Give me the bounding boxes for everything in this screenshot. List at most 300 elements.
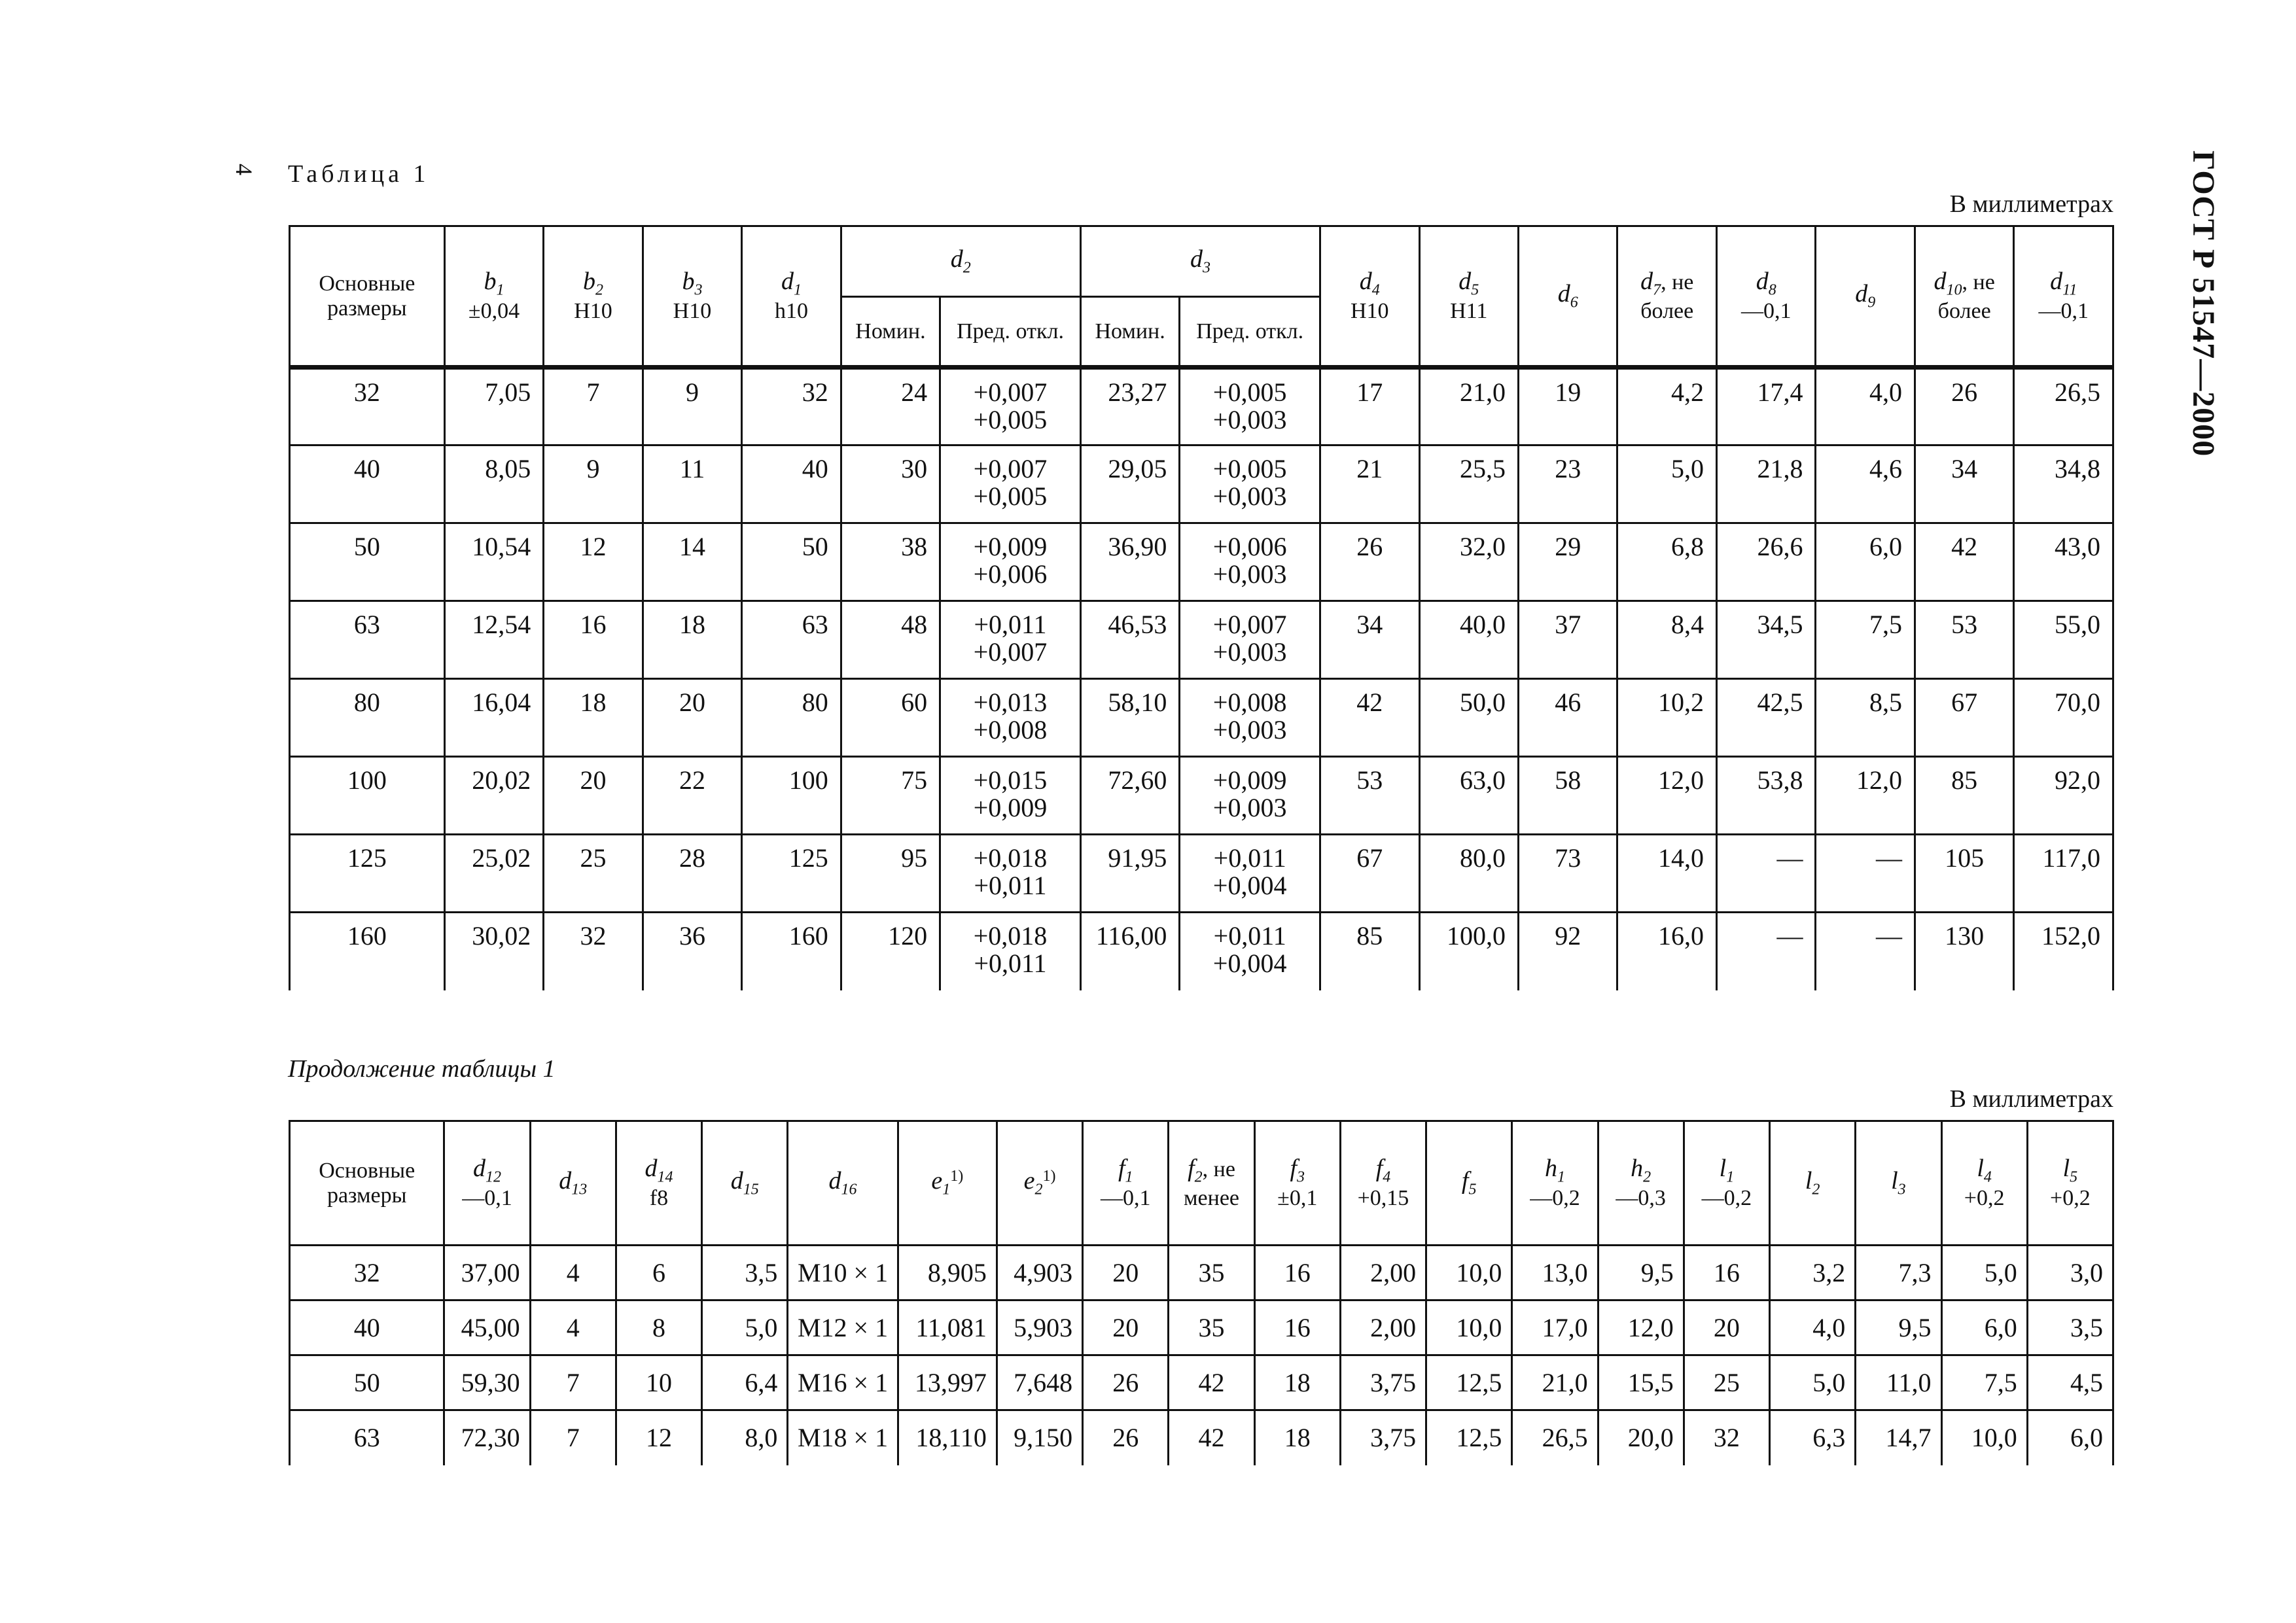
table-cell: 34	[1915, 445, 2013, 523]
table-cell: 63,0	[1419, 757, 1518, 835]
table-cell: 20,02	[444, 757, 543, 835]
table-cell: 37	[1519, 601, 1617, 679]
cell-d2-deviation	[940, 835, 1081, 913]
table-cell: 19	[1519, 368, 1617, 445]
table-cell: 17	[1320, 368, 1419, 445]
table-cell: 16,0	[1617, 913, 1716, 990]
table-cell: 34,5	[1716, 601, 1815, 679]
table-cell: 50,0	[1419, 679, 1518, 757]
table-cell: 16,04	[444, 679, 543, 757]
cell-d2-deviation	[940, 368, 1081, 445]
col-header-d10: $d_{10}$, не более	[1915, 226, 2013, 368]
table-cell: 80	[742, 679, 841, 757]
table-cell: 20	[544, 757, 643, 835]
table-cell: M16 × 1	[788, 1355, 898, 1410]
table-cell: 30	[841, 445, 940, 523]
table-cell: 20	[1083, 1300, 1169, 1355]
table-cell: 50	[290, 523, 445, 601]
table-cell: 67	[1320, 835, 1419, 913]
lower-deviation: +0,003	[1212, 637, 1287, 667]
table-cell: 9,150	[997, 1410, 1082, 1465]
table-cell: 26	[1320, 523, 1419, 601]
table-cell: 73	[1519, 835, 1617, 913]
col-header-f5: $f_5$	[1426, 1121, 1512, 1246]
upper-deviation: +0,006	[1212, 532, 1287, 561]
col-header-d12: $d_{12}$ —0,1	[444, 1121, 530, 1246]
lower-deviation: +0,005	[973, 481, 1048, 511]
table-cell: 16	[1684, 1246, 1769, 1300]
table-cell: 6,0	[1941, 1300, 2027, 1355]
table-cell: 14,0	[1617, 835, 1716, 913]
standard-designation: ГОСТ Р 51547—2000	[2186, 150, 2221, 457]
col-header-l4: $l_4$ +0,2	[1941, 1121, 2027, 1246]
col-header-h2: $h_2$ —0,3	[1598, 1121, 1684, 1246]
table-cell: 12,0	[1816, 757, 1915, 835]
lower-deviation: +0,011	[974, 949, 1047, 978]
table-cell: 13,0	[1512, 1246, 1598, 1300]
table-cell: 5,903	[997, 1300, 1082, 1355]
col-header-f1: $f_1$ —0,1	[1083, 1121, 1169, 1246]
table-cell: 17,4	[1716, 368, 1815, 445]
table-cell: 92	[1519, 913, 1617, 990]
lower-deviation: +0,003	[1212, 715, 1287, 744]
table-row	[290, 1355, 2113, 1410]
table-cell: 32	[544, 913, 643, 990]
lower-deviation: +0,003	[1212, 481, 1287, 511]
table-cell: 160	[290, 913, 445, 990]
table-cell: 7	[544, 368, 643, 445]
table-cell: 26,5	[1512, 1410, 1598, 1465]
table-cell: 9,5	[1598, 1246, 1684, 1300]
table-cell: 120	[841, 913, 940, 990]
col-header-h1: $h_1$ —0,2	[1512, 1121, 1598, 1246]
table-row	[290, 445, 2113, 523]
table-cell: 8,5	[1816, 679, 1915, 757]
table-cell: 100	[290, 757, 445, 835]
col-header-d3-nominal: Номин.	[1080, 297, 1179, 368]
table-cell: 7,648	[997, 1355, 1082, 1410]
col-header-l5: $l_5$ +0,2	[2027, 1121, 2113, 1246]
table-cell: 40	[290, 1300, 444, 1355]
table-cell: 4,903	[997, 1246, 1082, 1300]
table-cell: 28	[643, 835, 741, 913]
cell-d2-deviation	[940, 445, 1081, 523]
table-cell: 72,30	[444, 1410, 530, 1465]
table-cell: 3,75	[1340, 1355, 1426, 1410]
col-header-l1: $l_1$ —0,2	[1684, 1121, 1769, 1246]
table-cell: 21,8	[1716, 445, 1815, 523]
table-cell: 10,0	[1941, 1410, 2027, 1465]
col-header-l3: $l_3$	[1856, 1121, 1941, 1246]
table-cell: 80,0	[1419, 835, 1518, 913]
col-header-d11: $d_{11}$ —0,1	[2014, 226, 2113, 368]
table-cell: 42	[1169, 1355, 1254, 1410]
table-cell: 46	[1519, 679, 1617, 757]
table-cell: 42,5	[1716, 679, 1815, 757]
table1	[289, 225, 2114, 990]
col-header-d8: $d_8$ —0,1	[1716, 226, 1815, 368]
table-cell: 12,5	[1426, 1355, 1512, 1410]
col-header-d2-deviation: Пред. откл.	[940, 297, 1081, 368]
table-cell: 53,8	[1716, 757, 1815, 835]
table-row	[290, 368, 2113, 445]
lower-deviation: +0,007	[973, 637, 1048, 667]
table2-units: В миллиметрах	[1949, 1085, 2113, 1113]
col-header-d6: $d_6$	[1519, 226, 1617, 368]
table-cell: 32,0	[1419, 523, 1518, 601]
table-cell: 29	[1519, 523, 1617, 601]
table-cell: 25,5	[1419, 445, 1518, 523]
table-row	[290, 1246, 2113, 1300]
table-cell: 37,00	[444, 1246, 530, 1300]
table-cell: 152,0	[2014, 913, 2113, 990]
table-cell: 75	[841, 757, 940, 835]
upper-deviation: +0,008	[1212, 688, 1287, 717]
table-cell: 4,0	[1770, 1300, 1856, 1355]
table2	[289, 1120, 2114, 1465]
table-cell: M12 × 1	[788, 1300, 898, 1355]
table-cell: 32	[290, 368, 445, 445]
table-cell: 16	[1254, 1300, 1340, 1355]
table-cell: 160	[742, 913, 841, 990]
upper-deviation: +0,013	[973, 688, 1048, 717]
table-cell: 21,0	[1512, 1355, 1598, 1410]
col-header-d2: $d_2$	[841, 226, 1080, 297]
table-cell: 12	[544, 523, 643, 601]
table-cell: 125	[290, 835, 445, 913]
table-cell: 6,3	[1770, 1410, 1856, 1465]
lower-deviation: +0,009	[973, 793, 1048, 822]
table-cell: 100,0	[1419, 913, 1518, 990]
table-cell: 14	[643, 523, 741, 601]
table-cell: 58,10	[1080, 679, 1179, 757]
table-cell: 55,0	[2014, 601, 2113, 679]
lower-deviation: +0,011	[974, 871, 1047, 900]
table-cell: 10,0	[1426, 1246, 1512, 1300]
table-cell: 32	[290, 1246, 444, 1300]
upper-deviation: +0,005	[1212, 454, 1287, 483]
col-header-e2: $e_2^{1)}$	[997, 1121, 1082, 1246]
col-header-d1: $d_1$ h10	[742, 226, 841, 368]
table-cell: 7,5	[1816, 601, 1915, 679]
col-header-d7: $d_7$, не более	[1617, 226, 1716, 368]
table1-units: В миллиметрах	[1949, 190, 2113, 218]
table-cell: 8,905	[898, 1246, 997, 1300]
table-cell: 18,110	[898, 1410, 997, 1465]
table-cell: 7,05	[444, 368, 543, 445]
table-cell: 67	[1915, 679, 2013, 757]
col-header-f4: $f_4$ +0,15	[1340, 1121, 1426, 1246]
upper-deviation: +0,009	[973, 532, 1048, 561]
table-cell: 7	[530, 1410, 616, 1465]
table-cell: 10,2	[1617, 679, 1716, 757]
table-cell: 42	[1169, 1410, 1254, 1465]
lower-deviation: +0,008	[973, 715, 1048, 744]
table-cell: 25	[544, 835, 643, 913]
table-cell: 20,0	[1598, 1410, 1684, 1465]
table-cell: 10	[616, 1355, 701, 1410]
table-cell: 26	[1915, 368, 2013, 445]
table-cell: 18	[643, 601, 741, 679]
cell-d3-deviation	[1180, 913, 1320, 990]
table-cell: 116,00	[1080, 913, 1179, 990]
table-cell: 70,0	[2014, 679, 2113, 757]
table-row	[290, 757, 2113, 835]
col-header-d13: $d_{13}$	[530, 1121, 616, 1246]
table-cell: 85	[1915, 757, 2013, 835]
cell-d3-deviation	[1180, 835, 1320, 913]
lower-deviation: +0,004	[1212, 949, 1287, 978]
upper-deviation: +0,018	[973, 843, 1048, 873]
table-cell: 46,53	[1080, 601, 1179, 679]
table-cell: 9,5	[1856, 1300, 1941, 1355]
table-cell: 53	[1320, 757, 1419, 835]
cell-d3-deviation	[1180, 523, 1320, 601]
table-cell: 20	[1684, 1300, 1769, 1355]
table-cell: 4,2	[1617, 368, 1716, 445]
table-cell: 10,54	[444, 523, 543, 601]
table-cell: 17,0	[1512, 1300, 1598, 1355]
col-header-basic-sizes: Основные размеры	[290, 1121, 444, 1246]
table-row	[290, 1300, 2113, 1355]
table-row	[290, 601, 2113, 679]
col-header-basic-sizes: Основные размеры	[290, 226, 445, 368]
table-cell: 29,05	[1080, 445, 1179, 523]
table-row	[290, 913, 2113, 990]
table-cell: 63	[290, 1410, 444, 1465]
upper-deviation: +0,015	[973, 765, 1048, 795]
table-cell: 20	[1083, 1246, 1169, 1300]
table-cell: 4	[530, 1300, 616, 1355]
table-cell: 18	[544, 679, 643, 757]
cell-d3-deviation	[1180, 679, 1320, 757]
table-cell: 63	[290, 601, 445, 679]
lower-deviation: +0,004	[1212, 871, 1287, 900]
col-header-d3: $d_3$	[1080, 226, 1320, 297]
table-cell: 20	[643, 679, 741, 757]
table-cell: 13,997	[898, 1355, 997, 1410]
table-row	[290, 1410, 2113, 1465]
lower-deviation: +0,003	[1212, 793, 1287, 822]
table-cell: 30,02	[444, 913, 543, 990]
upper-deviation: +0,007	[973, 454, 1048, 483]
table-cell: 34	[1320, 601, 1419, 679]
table-cell: 3,0	[2027, 1246, 2113, 1300]
table-cell: 6,0	[2027, 1410, 2113, 1465]
table-cell: 50	[290, 1355, 444, 1410]
table-cell: 3,2	[1770, 1246, 1856, 1300]
table-cell: 2,00	[1340, 1300, 1426, 1355]
table-cell: 12,0	[1598, 1300, 1684, 1355]
table-cell: 11,081	[898, 1300, 997, 1355]
table-cell: 25,02	[444, 835, 543, 913]
table-cell: 12,54	[444, 601, 543, 679]
table-cell: 38	[841, 523, 940, 601]
table-cell: 53	[1915, 601, 2013, 679]
table-cell: 95	[841, 835, 940, 913]
upper-deviation: +0,007	[973, 377, 1048, 407]
table-cell: 42	[1915, 523, 2013, 601]
lower-deviation: +0,006	[973, 559, 1048, 589]
table-cell: 9	[643, 368, 741, 445]
table-cell: 4,0	[1816, 368, 1915, 445]
cell-d3-deviation	[1180, 601, 1320, 679]
col-header-l2: $l_2$	[1770, 1121, 1856, 1246]
upper-deviation: +0,005	[1212, 377, 1287, 407]
upper-deviation: +0,007	[1212, 610, 1287, 639]
table-cell: 35	[1169, 1246, 1254, 1300]
col-header-d9: $d_9$	[1816, 226, 1915, 368]
table-cell: 85	[1320, 913, 1419, 990]
table-cell: M18 × 1	[788, 1410, 898, 1465]
table-row	[290, 523, 2113, 601]
table-cell: 5,0	[1941, 1246, 2027, 1300]
table-cell: 12,5	[1426, 1410, 1512, 1465]
table-cell: 40	[290, 445, 445, 523]
table-cell: 26	[1083, 1410, 1169, 1465]
upper-deviation: +0,009	[1212, 765, 1287, 795]
cell-d2-deviation	[940, 913, 1081, 990]
table-cell: 8	[616, 1300, 701, 1355]
table-cell: 32	[742, 368, 841, 445]
table-cell: 80	[290, 679, 445, 757]
table-cell: 16	[1254, 1246, 1340, 1300]
table-cell: 40	[742, 445, 841, 523]
table-cell: 6,8	[1617, 523, 1716, 601]
table-cell: 24	[841, 368, 940, 445]
table-cell: 34,8	[2014, 445, 2113, 523]
table-cell: 9	[544, 445, 643, 523]
table-cell: —	[1716, 835, 1815, 913]
table-cell: 5,0	[1770, 1355, 1856, 1410]
col-header-b1: $b_1$ ±0,04	[444, 226, 543, 368]
table-cell: 60	[841, 679, 940, 757]
table-cell: 26,5	[2014, 368, 2113, 445]
table-cell: 8,0	[702, 1410, 788, 1465]
table-cell: 6	[616, 1246, 701, 1300]
table-cell: 40,0	[1419, 601, 1518, 679]
table-cell: 21	[1320, 445, 1419, 523]
cell-d3-deviation	[1180, 368, 1320, 445]
col-header-d16: $d_{16}$	[788, 1121, 898, 1246]
table-cell: 36,90	[1080, 523, 1179, 601]
table-cell: 6,4	[702, 1355, 788, 1410]
upper-deviation: +0,011	[1213, 843, 1286, 873]
col-header-d14: $d_{14}$ f8	[616, 1121, 701, 1246]
page-number: 4	[231, 164, 257, 175]
table-cell: 12	[616, 1410, 701, 1465]
col-header-b3: $b_3$ H10	[643, 226, 741, 368]
table-cell: 14,7	[1856, 1410, 1941, 1465]
table-cell: 11	[643, 445, 741, 523]
table-cell: M10 × 1	[788, 1246, 898, 1300]
table-cell: 105	[1915, 835, 2013, 913]
table-cell: 63	[742, 601, 841, 679]
table-cell: 130	[1915, 913, 2013, 990]
table-cell: 8,4	[1617, 601, 1716, 679]
table-cell: 4,5	[2027, 1355, 2113, 1410]
cell-d3-deviation	[1180, 757, 1320, 835]
table-cell: —	[1816, 835, 1915, 913]
table-cell: 7,5	[1941, 1355, 2027, 1410]
table-cell: 5,0	[702, 1300, 788, 1355]
col-header-d5: $d_5$ H11	[1419, 226, 1518, 368]
table-cell: 15,5	[1598, 1355, 1684, 1410]
cell-d2-deviation	[940, 523, 1081, 601]
table-cell: 26,6	[1716, 523, 1815, 601]
table2-body	[290, 1246, 2113, 1465]
cell-d2-deviation	[940, 679, 1081, 757]
upper-deviation: +0,018	[973, 921, 1048, 951]
table-cell: 59,30	[444, 1355, 530, 1410]
col-header-e1: $e_1^{1)}$	[898, 1121, 997, 1246]
table-cell: 72,60	[1080, 757, 1179, 835]
table-cell: —	[1716, 913, 1815, 990]
table-cell: 12,0	[1617, 757, 1716, 835]
table-cell: 23,27	[1080, 368, 1179, 445]
table-cell: 2,00	[1340, 1246, 1426, 1300]
table-cell: 100	[742, 757, 841, 835]
table-cell: 3,5	[2027, 1300, 2113, 1355]
table-cell: 4	[530, 1246, 616, 1300]
table2-title: Продолжение таблицы 1	[288, 1055, 556, 1083]
table-cell: 7	[530, 1355, 616, 1410]
table-cell: 3,5	[702, 1246, 788, 1300]
table-cell: 125	[742, 835, 841, 913]
col-header-b2: $b_2$ H10	[544, 226, 643, 368]
lower-deviation: +0,003	[1212, 559, 1287, 589]
table-cell: 91,95	[1080, 835, 1179, 913]
table-cell: 26	[1083, 1355, 1169, 1410]
table1-title: Таблица 1	[288, 160, 430, 188]
table-row	[290, 679, 2113, 757]
cell-d2-deviation	[940, 757, 1081, 835]
table-cell: 18	[1254, 1355, 1340, 1410]
table-cell: 45,00	[444, 1300, 530, 1355]
table-cell: 18	[1254, 1410, 1340, 1465]
col-header-d15: $d_{15}$	[702, 1121, 788, 1246]
table-cell: 3,75	[1340, 1410, 1426, 1465]
table-cell: 4,6	[1816, 445, 1915, 523]
table-cell: —	[1816, 913, 1915, 990]
table-cell: 32	[1684, 1410, 1769, 1465]
table-cell: 10,0	[1426, 1300, 1512, 1355]
col-header-f2: $f_2$, не менее	[1169, 1121, 1254, 1246]
table-cell: 58	[1519, 757, 1617, 835]
upper-deviation: +0,011	[1213, 921, 1286, 951]
table-cell: 23	[1519, 445, 1617, 523]
table-cell: 21,0	[1419, 368, 1518, 445]
lower-deviation: +0,003	[1212, 405, 1287, 434]
table-cell: 117,0	[2014, 835, 2113, 913]
table-cell: 16	[544, 601, 643, 679]
col-header-d2-nominal: Номин.	[841, 297, 940, 368]
table-cell: 35	[1169, 1300, 1254, 1355]
table-cell: 50	[742, 523, 841, 601]
table-cell: 36	[643, 913, 741, 990]
lower-deviation: +0,005	[973, 405, 1048, 434]
table-cell: 11,0	[1856, 1355, 1941, 1410]
cell-d3-deviation	[1180, 445, 1320, 523]
table-cell: 6,0	[1816, 523, 1915, 601]
table-cell: 5,0	[1617, 445, 1716, 523]
table-cell: 43,0	[2014, 523, 2113, 601]
cell-d2-deviation	[940, 601, 1081, 679]
col-header-d3-deviation: Пред. откл.	[1180, 297, 1320, 368]
upper-deviation: +0,011	[974, 610, 1047, 639]
table-row	[290, 835, 2113, 913]
table-cell: 48	[841, 601, 940, 679]
